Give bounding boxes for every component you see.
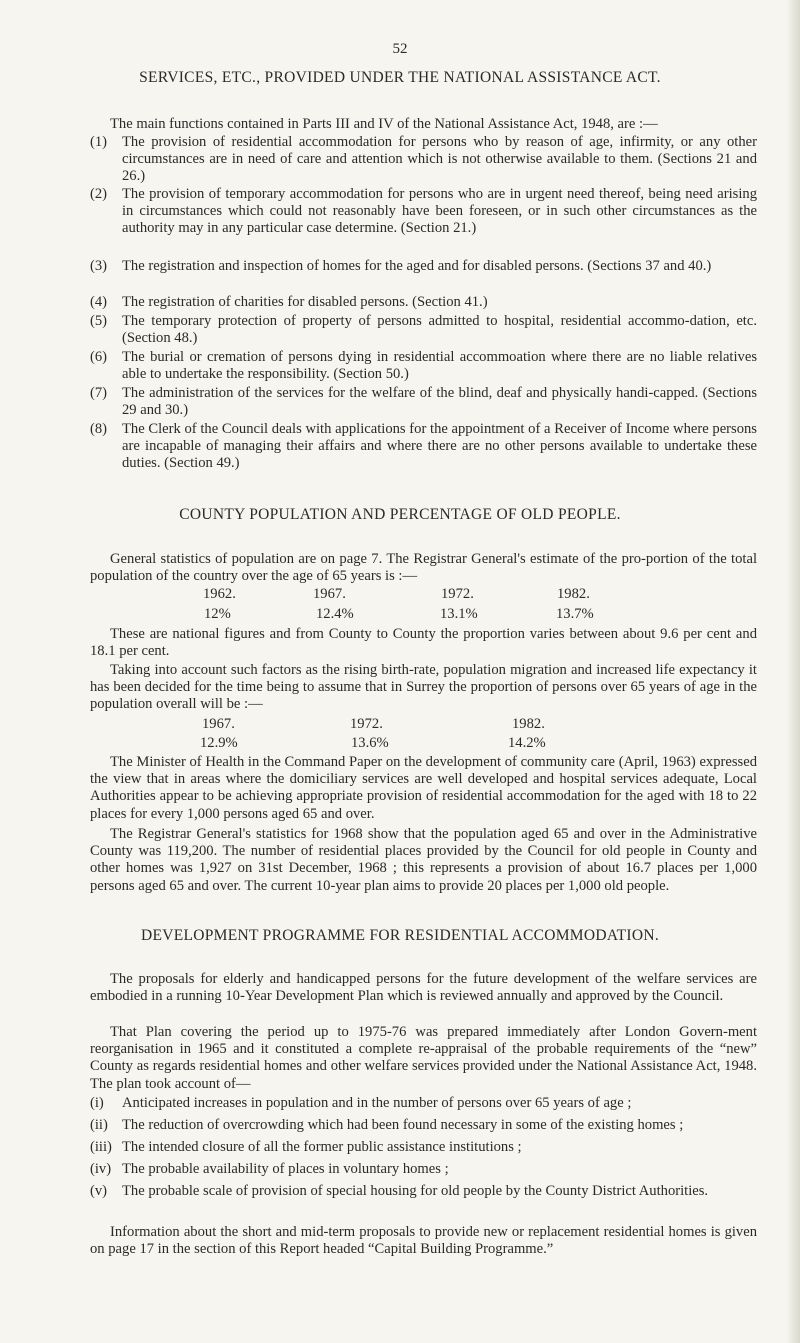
year-cell: 1972. [350,716,383,732]
percentage-cell: 14.2% [508,735,546,751]
list-marker: (8) [90,421,108,437]
list-item [90,258,757,275]
population-paragraph-1: General statistics of population are on page 7. The Registrar General's estimate of the pro-portion of the total population of the country over the age of 65 years is :— [90,551,757,585]
list-item [90,1183,757,1200]
list-item [90,1117,757,1134]
development-paragraph-3: Information about the short and mid-term proposals to provide new or replacement residential homes is given on page 17 in the section of this Report headed “Capital Building Programme.” [90,1224,757,1258]
list-item-text: The burial or cremation of persons dying in residential accommoation where there are no liable relatives able to undertake the responsibility. (Section 50.) [122,349,757,383]
list-item [90,134,757,186]
list-marker: (5) [90,313,108,329]
list-marker: (iv) [90,1161,112,1177]
list-item [90,186,757,238]
list-marker: (v) [90,1183,108,1199]
percentage-cell: 12.9% [200,735,238,751]
year-cell: 1982. [512,716,545,732]
list-item [90,385,757,419]
page-number: 52 [392,41,408,57]
list-item [90,1095,757,1112]
list-item-text: The reduction of overcrowding which had been found necessary in some of the existing homes ; [122,1117,684,1133]
list-marker: (3) [90,258,108,274]
percentage-cell: 13.6% [351,735,389,751]
list-item [90,313,757,347]
list-item-text: The registration and inspection of homes for the aged and for disabled persons. (Sections 37 and 40.) [122,258,712,274]
percentage-cell: 12.4% [316,606,354,622]
list-item-text: The Clerk of the Council deals with applications for the appointment of a Receiver of Income where persons are incapable of managing their affairs and where there are no other persons available to undertake these duties. (Section 49.) [122,421,757,472]
list-item [90,294,757,311]
list-marker: (i) [90,1095,104,1111]
population-paragraph-3: Taking into account such factors as the rising birth-rate, population migration and increased life expectancy it has been decided for the time being to assume that in Surrey the proportion of persons over 65 years of age in the population overall will be :— [90,662,757,713]
year-cell: 1967. [202,716,235,732]
population-paragraph-2: These are national figures and from County to County the proportion varies between about 9.6 per cent and 18.1 per cent. [90,626,757,660]
list-item-text: The provision of residential accommodation for persons who by reason of age, infirmity, or any other circumstances are in need of care and attention which is not otherwise available to them. (Sections 21 and 26.) [122,134,757,185]
list-marker: (2) [90,186,108,202]
list-marker: (iii) [90,1139,112,1155]
list-marker: (6) [90,349,108,365]
list-item-text: The registration of charities for disabled persons. (Section 41.) [122,294,488,310]
list-item [90,1161,757,1178]
section-heading-national-assistance: SERVICES, ETC., PROVIDED UNDER THE NATIONAL ASSISTANCE ACT. [139,69,661,86]
page-edge-shadow [786,0,800,1343]
list-marker: (7) [90,385,108,401]
list-item-text: The intended closure of all the former public assistance institutions ; [122,1139,522,1155]
list-item-text: The probable availability of places in voluntary homes ; [122,1161,449,1177]
year-cell: 1982. [557,586,590,602]
list-item-text: The provision of temporary accommodation for persons who are in urgent need thereof, being need arising in circumstances which could not reasonably have been foreseen, or in such other circumstances as the authority may in any particular case determine. (Section 21.) [122,186,757,237]
year-cell: 1972. [441,586,474,602]
list-item [90,349,757,383]
list-item [90,421,757,473]
development-paragraph-2: That Plan covering the period up to 1975-76 was prepared immediately after London Govern-ment reorganisation in 1965 and it constituted a complete re-appraisal of the probable requirements of the “new” County as regards residential homes and other welfare services provided under the National Assistance Act, 1948. The plan took account of— [90,1024,757,1092]
section-heading-development-programme: DEVELOPMENT PROGRAMME FOR RESIDENTIAL ACCOMMODATION. [140,927,660,944]
list-item-text: The administration of the services for the welfare of the blind, deaf and physically handi-capped. (Sections 29 and 30.) [122,385,757,419]
list-item-text: The probable scale of provision of special housing for old people by the County District Authorities. [122,1183,709,1199]
percentage-cell: 13.7% [556,606,594,622]
year-cell: 1967. [313,586,346,602]
list-item-text: The temporary protection of property of persons admitted to hospital, residential accommo-dation, etc. (Section 48.) [122,313,757,347]
section-heading-county-population: COUNTY POPULATION AND PERCENTAGE OF OLD PEOPLE. [179,506,621,523]
intro-paragraph: The main functions contained in Parts III and IV of the National Assistance Act, 1948, are :— [110,116,658,132]
list-item [90,1139,757,1156]
percentage-cell: 13.1% [440,606,478,622]
list-marker: (4) [90,294,108,310]
development-paragraph-1: The proposals for elderly and handicapped persons for the future development of the welfare services are embodied in a running 10-Year Development Plan which is reviewed annually and approved by the Council. [90,971,757,1005]
list-item-text: Anticipated increases in population and in the number of persons over 65 years of age ; [122,1095,632,1111]
year-cell: 1962. [203,586,236,602]
list-marker: (1) [90,134,108,150]
population-paragraph-5: The Registrar General's statistics for 1968 show that the population aged 65 and over in the Administrative County was 119,200. The number of residential places provided by the Council for old people in County and other homes was 1,927 on 31st December, 1968 ; this represents a provision of about 16.7 places per 1,000 persons aged 65 and over. The current 10-year plan aims to provide 20 places per 1,000 old people. [90,826,757,894]
population-paragraph-4: The Minister of Health in the Command Paper on the development of community care (April, 1963) expressed the view that in areas where the domiciliary services are well developed and hospital services adequate, Local Authorities appear to be achieving appropriate provision of residential accommodation for the aged with 18 to 22 places for every 1,000 persons aged 65 and over. [90,754,757,822]
list-marker: (ii) [90,1117,108,1133]
percentage-cell: 12% [204,606,231,622]
